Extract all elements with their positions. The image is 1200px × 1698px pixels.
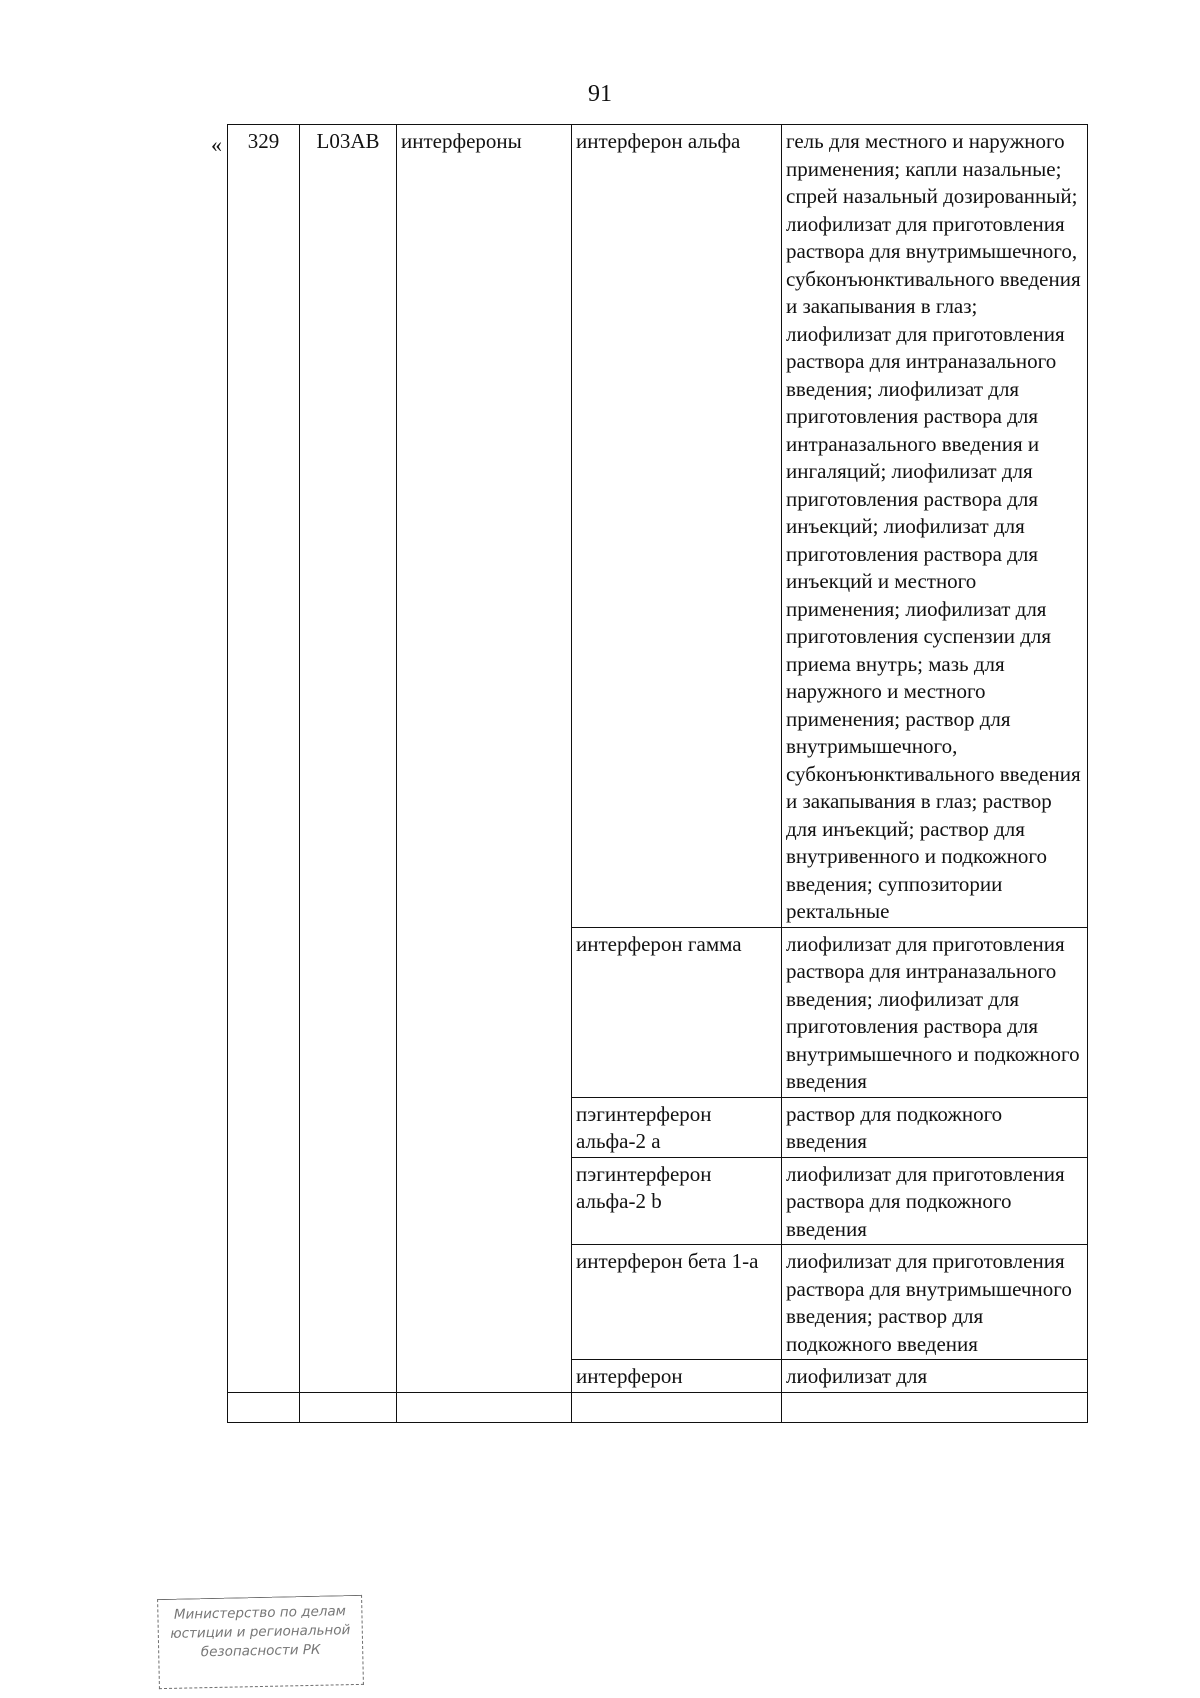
substance-cell: интерферон альфа (572, 125, 782, 928)
group-name-cell: интерфероны (397, 125, 572, 1393)
row-number-cell: 329 (228, 125, 300, 1393)
table-row-continuation (228, 1392, 1088, 1422)
registration-stamp (157, 1595, 364, 1689)
dosage-forms-cell: лиофилизат для приготовления раствора для внутримышечного введения; раствор для подкожного введения (782, 1245, 1088, 1360)
substance-cell: пэгинтерферон альфа-2 а (572, 1097, 782, 1157)
dosage-forms-cell: лиофилизат для приготовления раствора для интраназального введения; лиофилизат для приготовления раствора для внутримышечного и подкожного введения (782, 927, 1088, 1097)
stamp-line: юстиции и региональной (170, 1622, 351, 1642)
substance-cell: интерферон бета 1-а (572, 1245, 782, 1360)
dosage-forms-cell: гель для местного и наружного применения; капли назальные; спрей назальный дозированный; лиофилизат для приготовления раствора для внутримышечного, субконъюнктивального введения и закапывания в глаз; лиофилизат для приготовления раствора для интраназального введения; лиофилизат для приготовления раствора для интраназального введения и ингаляций; лиофилизат для приготовления раствора для инъекций; лиофилизат для приготовления раствора для инъекций и местного применения; лиофилизат для приготовления суспензии для приема внутрь; мазь для наружного и местного применения; раствор для внутримышечного, субконъюнктивального введения и закапывания в глаз; раствор для инъекций; раствор для внутривенного и подкожного введения; суппозитории ректальные (782, 125, 1088, 928)
stamp-line: Министерство по делам (173, 1603, 347, 1623)
dosage-forms-cell: раствор для подкожного введения (782, 1097, 1088, 1157)
substance-cell: интерферон (572, 1360, 782, 1393)
opening-quote-mark: « (211, 132, 222, 157)
medicines-table (227, 124, 1088, 1423)
dosage-forms-cell: лиофилизат для приготовления раствора для подкожного введения (782, 1157, 1088, 1245)
continuation-cell (572, 1392, 782, 1422)
dosage-forms-cell: лиофилизат для (782, 1360, 1088, 1393)
atc-code-cell: L03AB (300, 125, 397, 1393)
substance-cell: интерферон гамма (572, 927, 782, 1097)
continuation-cell (397, 1392, 572, 1422)
page-number: 91 (588, 81, 612, 107)
substance-cell: пэгинтерферон альфа-2 b (572, 1157, 782, 1245)
continuation-cell (228, 1392, 300, 1422)
continuation-cell (300, 1392, 397, 1422)
stamp-line: безопасности РК (200, 1641, 321, 1661)
table-row (228, 125, 1088, 928)
continuation-cell (782, 1392, 1088, 1422)
